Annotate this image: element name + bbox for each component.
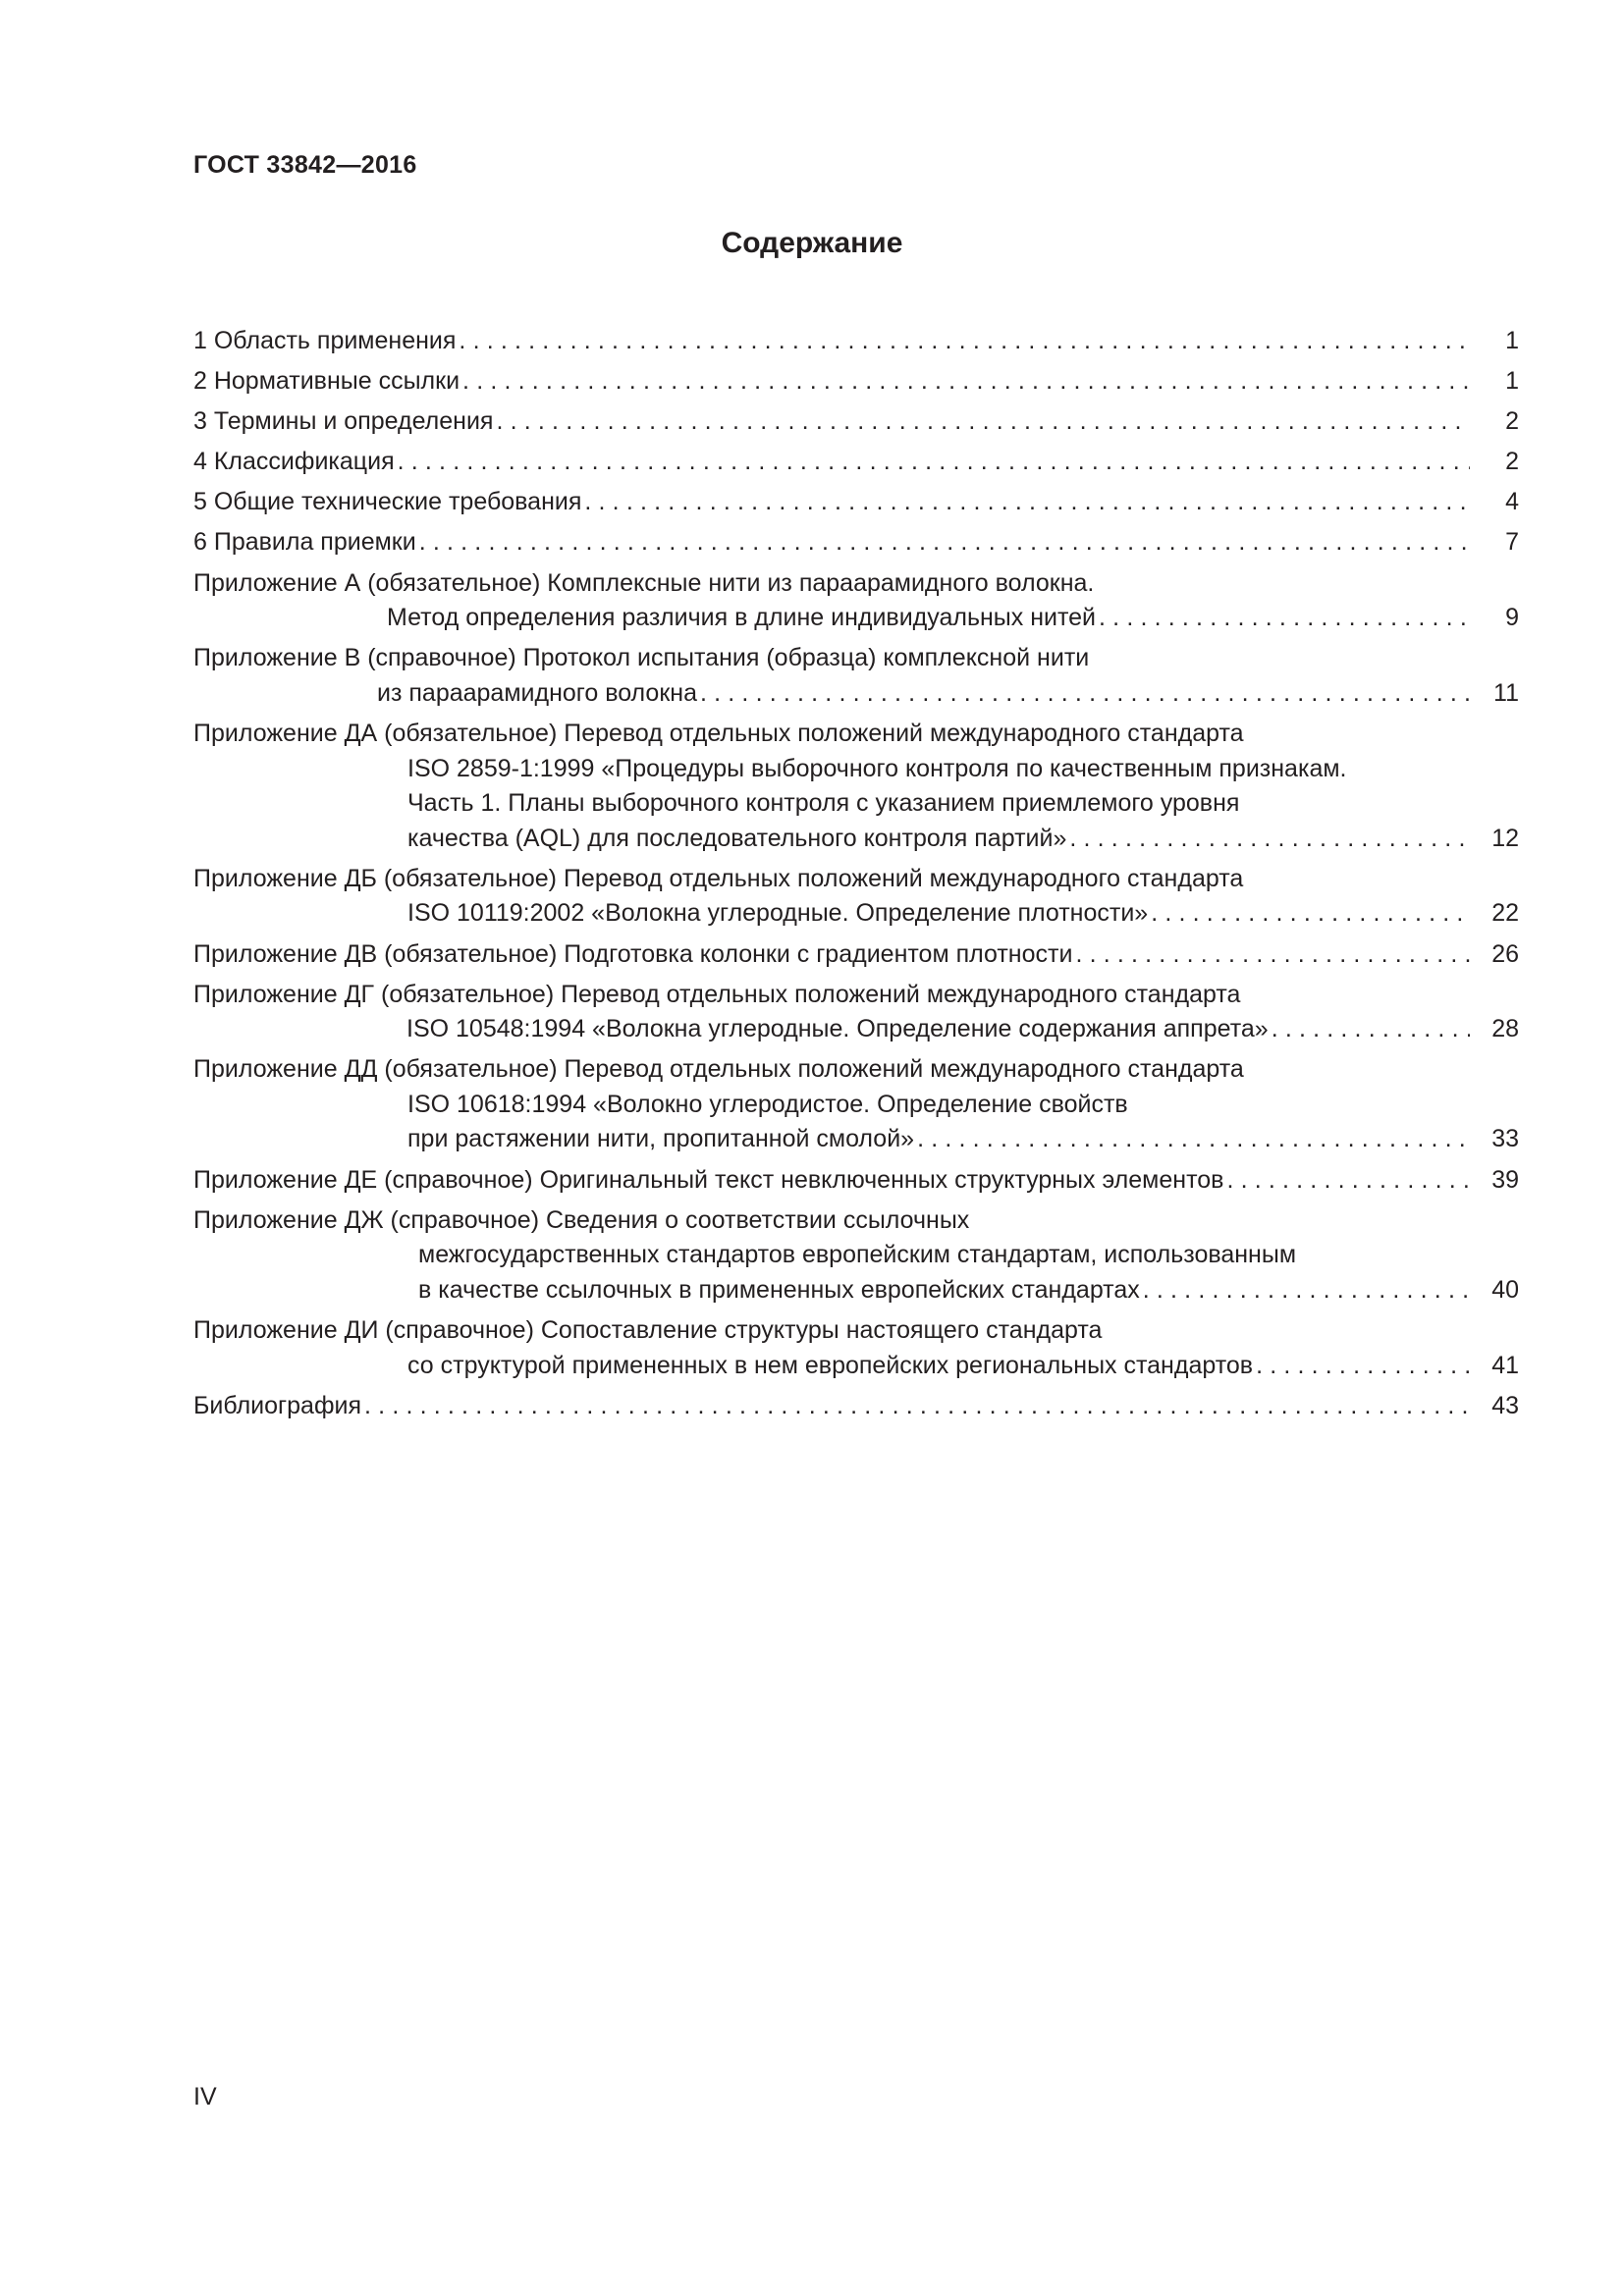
toc-dot-leader [364, 1389, 1470, 1424]
toc-entry-text: 4 Классификация [193, 448, 395, 476]
toc-entry-text: Часть 1. Планы выборочного контроля с указанием приемлемого уровня [407, 789, 1240, 818]
toc-entry-text: в качестве ссылочных в примененных европейских стандартах [418, 1275, 1140, 1304]
toc-entry[interactable] [193, 1052, 1519, 1157]
toc-entry-line [193, 822, 1519, 857]
toc-page-number: 2 [1505, 407, 1519, 436]
toc-entry-line [193, 1122, 1519, 1157]
toc-entry-line [193, 1163, 1519, 1199]
document-header: ГОСТ 33842—2016 [193, 151, 417, 179]
toc-page-number: 22 [1491, 899, 1519, 928]
toc-entry-line [193, 1012, 1519, 1047]
toc-page-number: 12 [1491, 824, 1519, 852]
toc-dot-leader [917, 1122, 1470, 1157]
toc-entry-line [193, 786, 1519, 822]
toc-entry-text: 3 Термины и определения [193, 407, 494, 436]
toc-entry[interactable] [193, 324, 1519, 359]
toc-entry[interactable] [193, 717, 1519, 856]
toc-title: Содержание [721, 227, 903, 259]
toc-entry-line [193, 566, 1519, 602]
toc-entry-line [193, 641, 1519, 676]
toc-entry[interactable] [193, 1163, 1519, 1199]
toc-entry[interactable] [193, 862, 1519, 932]
toc-entry-text: Приложение В (справочное) Протокол испытания (образца) комплексной нити [193, 644, 1090, 672]
toc-dot-leader [419, 525, 1470, 561]
toc-entry-line [193, 1088, 1519, 1123]
toc-entry-line [193, 1052, 1519, 1088]
toc-entry-text: качества (AQL) для последовательного контроля партий» [407, 824, 1067, 852]
toc-page-number: 9 [1505, 604, 1519, 632]
toc-entry-line [193, 1313, 1519, 1349]
toc-entry[interactable] [193, 1389, 1519, 1424]
toc-entry-text: 5 Общие технические требования [193, 488, 582, 516]
toc-entry-text: ISO 2859-1:1999 «Процедуры выборочного контроля по качественным признакам. [407, 754, 1347, 782]
toc-entry-text: Библиография [193, 1391, 362, 1419]
toc-entry-text: со структурой примененных в нем европейских региональных стандартов [407, 1351, 1254, 1379]
toc-entry-line [193, 324, 1519, 359]
toc-entry-text: Приложение ДЖ (справочное) Сведения о соответствии ссылочных [193, 1205, 970, 1234]
toc-entry-text: Приложение ДД (обязательное) Перевод отдельных положений международного стандарта [193, 1055, 1244, 1084]
toc-entry-text: 1 Область применения [193, 327, 457, 354]
toc-dot-leader [462, 364, 1470, 400]
toc-page-number: 7 [1505, 528, 1519, 557]
toc-entry[interactable] [193, 937, 1519, 973]
toc-page-number: 1 [1505, 367, 1519, 396]
toc-page-number: 33 [1491, 1125, 1519, 1153]
toc-entry-text: Приложение А (обязательное) Комплексные нити из параарамидного волокна. [193, 568, 1095, 597]
toc-page-number: 41 [1491, 1351, 1519, 1379]
toc-page-number: 28 [1491, 1015, 1519, 1043]
toc-entry-line [193, 525, 1519, 561]
page-number: IV [193, 2083, 217, 2110]
toc-entry-line [193, 978, 1519, 1013]
toc-entry-text: межгосударственных стандартов европейским стандартам, использованным [418, 1241, 1297, 1269]
toc-entry-text: Приложение ДЕ (справочное) Оригинальный текст невключенных структурных элементов [193, 1165, 1224, 1194]
toc-entry-line [193, 1349, 1519, 1384]
toc-entry[interactable] [193, 978, 1519, 1047]
toc-dot-leader [700, 676, 1470, 712]
table-of-contents [193, 324, 1519, 1429]
toc-entry-line [193, 1203, 1519, 1239]
toc-entry[interactable] [193, 404, 1519, 440]
toc-entry-line [193, 404, 1519, 440]
toc-entry[interactable] [193, 445, 1519, 480]
toc-entry-line [193, 1273, 1519, 1308]
toc-entry-text: 2 Нормативные ссылки [193, 367, 460, 396]
toc-entry-line [193, 752, 1519, 787]
toc-dot-leader [398, 445, 1470, 480]
toc-entry-text: при растяжении нити, пропитанной смолой» [407, 1125, 915, 1153]
toc-entry[interactable] [193, 525, 1519, 561]
toc-entry[interactable] [193, 1313, 1519, 1383]
toc-dot-leader [1143, 1273, 1470, 1308]
toc-dot-leader [1099, 601, 1470, 636]
toc-entry[interactable] [193, 364, 1519, 400]
toc-entry-line [193, 1389, 1519, 1424]
toc-entry-line [193, 862, 1519, 897]
toc-page-number: 4 [1505, 488, 1519, 516]
toc-entry-text: Приложение ДИ (справочное) Сопоставление структуры настоящего стандарта [193, 1315, 1103, 1344]
toc-entry-line [193, 896, 1519, 932]
toc-entry[interactable] [193, 485, 1519, 520]
toc-page-number: 11 [1493, 678, 1519, 707]
toc-page-number: 39 [1491, 1165, 1519, 1194]
toc-dot-leader [1256, 1349, 1470, 1384]
toc-dot-leader [1272, 1012, 1470, 1047]
toc-entry-text: Приложение ДВ (обязательное) Подготовка колонки с градиентом плотности [193, 939, 1073, 968]
toc-entry-text: ISO 10548:1994 «Волокна углеродные. Определение содержания аппрета» [406, 1015, 1269, 1043]
toc-entry-text: 6 Правила приемки [193, 528, 416, 557]
toc-entry[interactable] [193, 641, 1519, 711]
toc-dot-leader [1226, 1163, 1470, 1199]
toc-dot-leader [1075, 937, 1470, 973]
toc-entry-line [193, 364, 1519, 400]
toc-entry-line [193, 601, 1519, 636]
toc-page-number: 1 [1505, 327, 1519, 354]
toc-entry-line [193, 485, 1519, 520]
toc-page-number: 43 [1491, 1391, 1519, 1419]
toc-entry-text: Метод определения различия в длине индивидуальных нитей [387, 604, 1097, 632]
toc-entry-text: Приложение ДА (обязательное) Перевод отдельных положений международного стандарта [193, 719, 1244, 747]
toc-entry-text: из параарамидного волокна [377, 678, 697, 707]
toc-dot-leader [584, 485, 1470, 520]
toc-entry-text: ISO 10119:2002 «Волокна углеродные. Определение плотности» [407, 899, 1149, 928]
toc-entry[interactable] [193, 1203, 1519, 1308]
toc-entry-line [193, 717, 1519, 752]
toc-entry-line [193, 1238, 1519, 1273]
toc-entry-line [193, 676, 1519, 712]
toc-page-number: 40 [1491, 1275, 1519, 1304]
toc-entry-line [193, 445, 1519, 480]
toc-page-number: 26 [1491, 939, 1519, 968]
toc-entry-text: Приложение ДГ (обязательное) Перевод отдельных положений международного стандарта [193, 980, 1241, 1008]
toc-dot-leader [1069, 822, 1470, 857]
toc-entry[interactable] [193, 566, 1519, 636]
toc-entry-text: ISO 10618:1994 «Волокно углеродистое. Определение свойств [407, 1090, 1128, 1118]
toc-dot-leader [496, 404, 1470, 440]
toc-dot-leader [459, 324, 1470, 359]
toc-entry-line [193, 937, 1519, 973]
toc-dot-leader [1151, 896, 1470, 932]
toc-page-number: 2 [1505, 448, 1519, 476]
toc-entry-text: Приложение ДБ (обязательное) Перевод отдельных положений международного стандарта [193, 864, 1244, 892]
